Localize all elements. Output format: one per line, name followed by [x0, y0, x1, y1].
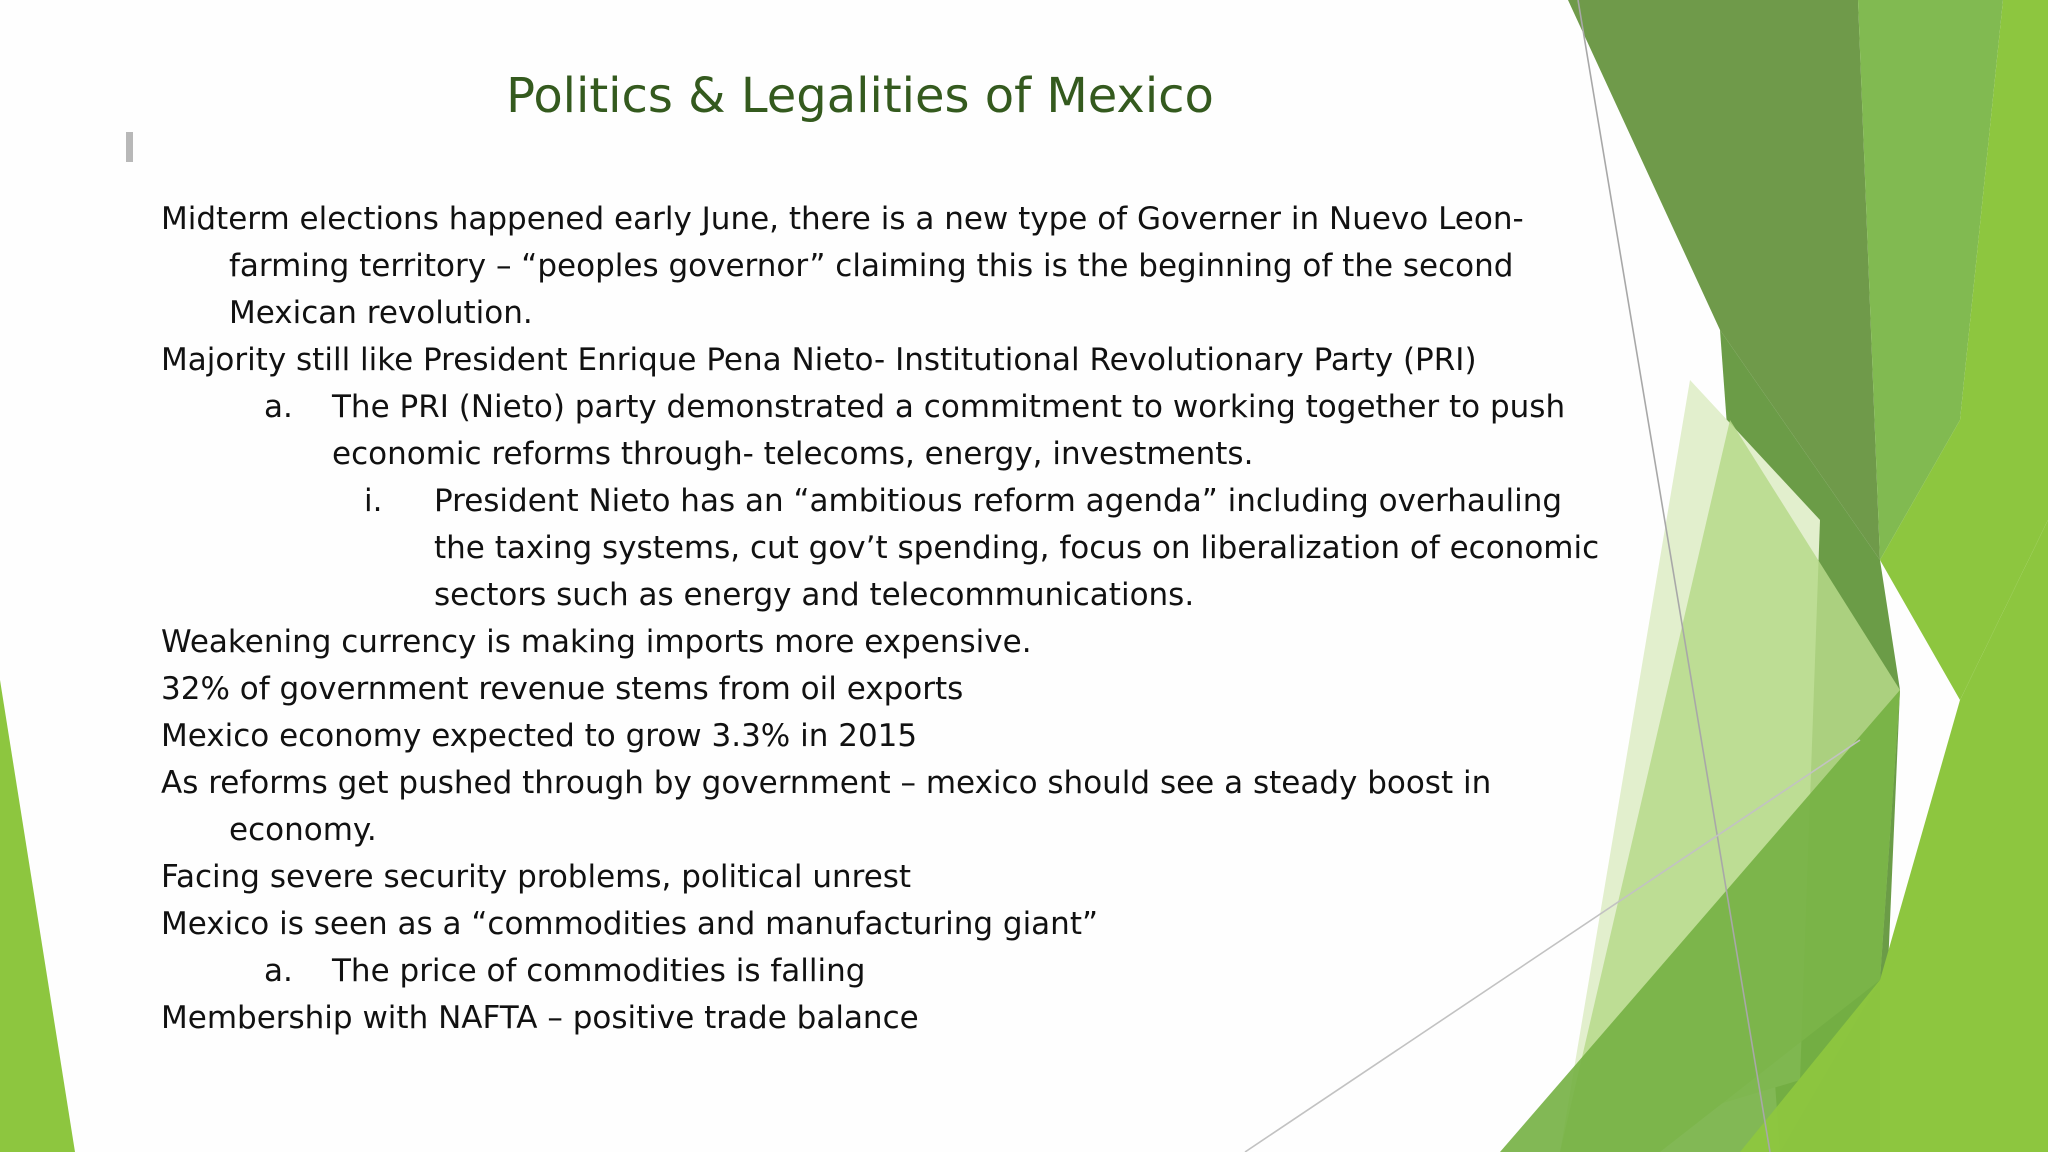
line-text: economy. — [229, 812, 377, 848]
line-text: Weakening currency is making imports more expensive. — [161, 624, 1032, 660]
text-cursor-mark — [126, 132, 133, 162]
body-line — [161, 854, 1601, 901]
line-text: Membership with NAFTA – positive trade balance — [161, 1000, 919, 1036]
body-line — [161, 619, 1601, 666]
line-text: Majority still like President Enrique Pena Nieto- Institutional Revolutionary Party (PRI) — [161, 342, 1477, 378]
body-line — [264, 948, 1601, 995]
body-line — [161, 760, 1601, 807]
list-marker: i. — [364, 483, 383, 519]
line-text: Mexico economy expected to grow 3.3% in 2015 — [161, 718, 918, 754]
slide-body — [161, 196, 1601, 1042]
line-text: economic reforms through- telecoms, energy, investments. — [332, 436, 1254, 472]
body-line — [364, 478, 1601, 525]
line-text: The PRI (Nieto) party demonstrated a commitment to working together to push — [332, 389, 1566, 425]
line-text: Mexico is seen as a “commodities and manufacturing giant” — [161, 906, 1099, 942]
body-line — [264, 384, 1601, 431]
body-line — [161, 995, 1601, 1042]
line-text: Facing severe security problems, political unrest — [161, 859, 912, 895]
slide-title: Politics & Legalities of Mexico — [506, 68, 1214, 124]
body-line — [434, 572, 1601, 619]
line-text: The price of commodities is falling — [332, 953, 866, 989]
body-line — [229, 243, 1601, 290]
body-line — [229, 807, 1601, 854]
line-text: President Nieto has an “ambitious reform agenda” including overhauling — [434, 483, 1563, 519]
body-line — [332, 431, 1601, 478]
body-line — [434, 525, 1601, 572]
line-text: 32% of government revenue stems from oil exports — [161, 671, 964, 707]
body-line — [229, 290, 1601, 337]
line-text: farming territory – “peoples governor” claiming this is the beginning of the second — [229, 248, 1514, 284]
list-marker: a. — [264, 953, 293, 989]
body-line — [161, 713, 1601, 760]
line-text: sectors such as energy and telecommunications. — [434, 577, 1195, 613]
body-line — [161, 666, 1601, 713]
line-text: the taxing systems, cut gov’t spending, focus on liberalization of economic — [434, 530, 1600, 566]
line-text: Mexican revolution. — [229, 295, 533, 331]
left-green-facet — [0, 680, 75, 1152]
line-text: Midterm elections happened early June, there is a new type of Governer in Nuevo Leon- — [161, 201, 1524, 237]
line-text: As reforms get pushed through by government – mexico should see a steady boost in — [161, 765, 1492, 801]
body-line — [161, 196, 1601, 243]
body-line — [161, 901, 1601, 948]
list-marker: a. — [264, 389, 293, 425]
body-line — [161, 337, 1601, 384]
